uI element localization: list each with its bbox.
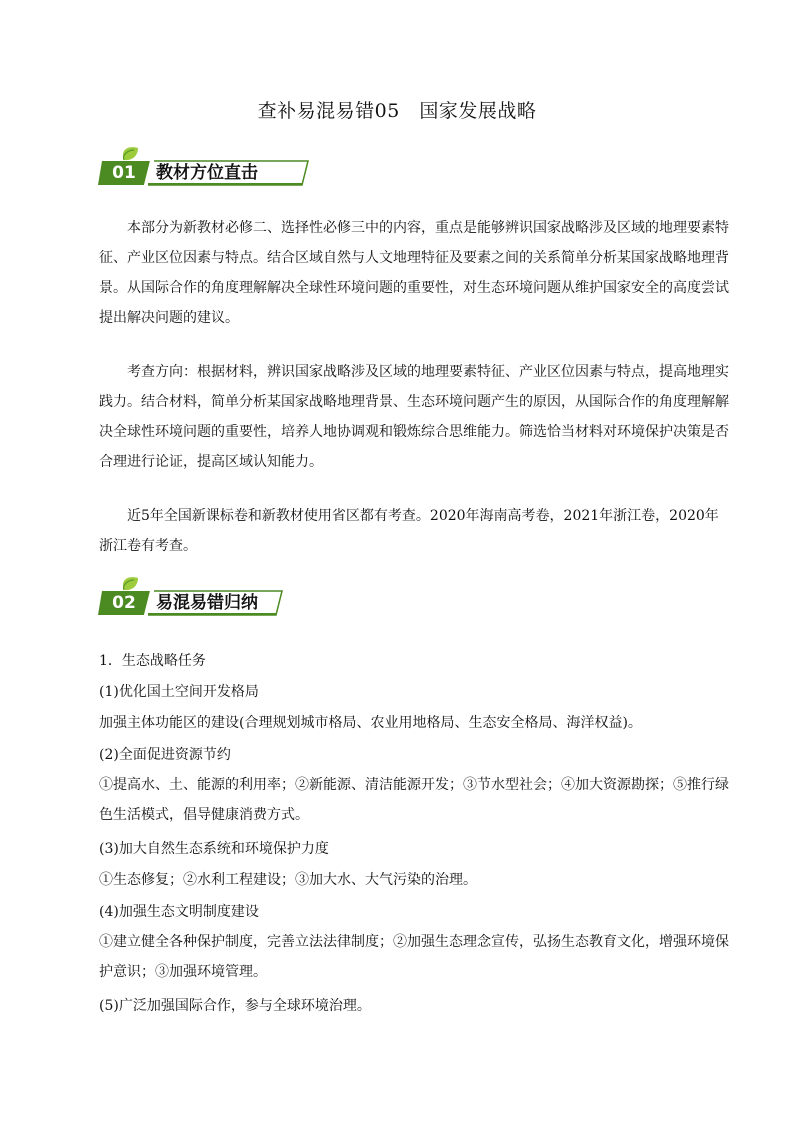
summary-item-3-title: (3)加大自然生态系统和环境保护力度 bbox=[99, 841, 329, 857]
intro-paragraph-1: 本部分为新教材必修二、选择性必修三中的内容，重点是能够辨识国家战略涉及区域的地理要素特征、产业区位因素与特点。结合区域自然与人文地理特征及要素之间的关系简单分析某国家战略地理背景。从国际合作的角度理解解决全球性环境问题的重要性，对生态环境问题从维护国家安全的高度尝试提出解决问题的建议。 bbox=[99, 220, 729, 326]
summary-item-4-body: ①建立健全各种保护制度，完善立法法律制度；②加强生态理念宣传，弘扬生态教育文化，增强环境保护意识；③加强环境管理。 bbox=[99, 934, 729, 980]
intro-paragraph-2: 考查方向：根据材料，辨识国家战略涉及区域的地理要素特征、产业区位因素与特点，提高地理实践力。结合材料，简单分析某国家战略地理背景、生态环境问题产生的原因，从国际合作的角度理解解决全球性环境问题的重要性，培养人地协调观和锻炼综合思维能力。筛选恰当材料对环境保护决策是否合理进行论证，提高区域认知能力。 bbox=[99, 364, 729, 470]
leaf-icon bbox=[123, 577, 138, 590]
summary-item-1-title: (1)优化国土空间开发格局 bbox=[99, 684, 259, 700]
section-number: 02 bbox=[112, 593, 136, 613]
leaf-icon bbox=[123, 147, 138, 160]
intro-paragraph-3: 近5年全国新课标卷和新教材使用省区都有考查。2020年海南高考卷，2021年浙江卷，2020年浙江卷有考查。 bbox=[99, 508, 719, 554]
summary-item-1-body: 加强主体功能区的建设(合理规划城市格局、农业用地格局、生态安全格局、海洋权益)。 bbox=[99, 715, 642, 731]
summary-item-5-title: (5)广泛加强国际合作，参与全球环境治理。 bbox=[99, 998, 371, 1014]
section-header-02 bbox=[98, 576, 310, 616]
section-title: 易混易错归纳 bbox=[156, 593, 258, 613]
section-number: 01 bbox=[112, 163, 136, 183]
section-title: 教材方位直击 bbox=[156, 163, 258, 183]
summary-heading: 1．生态战略任务 bbox=[99, 653, 206, 669]
summary-item-3-body: ①生态修复；②水利工程建设；③加大水、大气污染的治理。 bbox=[99, 872, 477, 888]
summary-item-2-body: ①提高水、土、能源的利用率；②新能源、清洁能源开发；③节水型社会；④加大资源勘探；⑤推行绿色生活模式，倡导健康消费方式。 bbox=[99, 777, 729, 823]
section-header-01 bbox=[98, 146, 310, 186]
summary-item-2-title: (2)全面促进资源节约 bbox=[99, 747, 231, 763]
summary-item-4-title: (4)加强生态文明制度建设 bbox=[99, 904, 259, 920]
page-title: 查补易混易错05 国家发展战略 bbox=[257, 100, 537, 122]
